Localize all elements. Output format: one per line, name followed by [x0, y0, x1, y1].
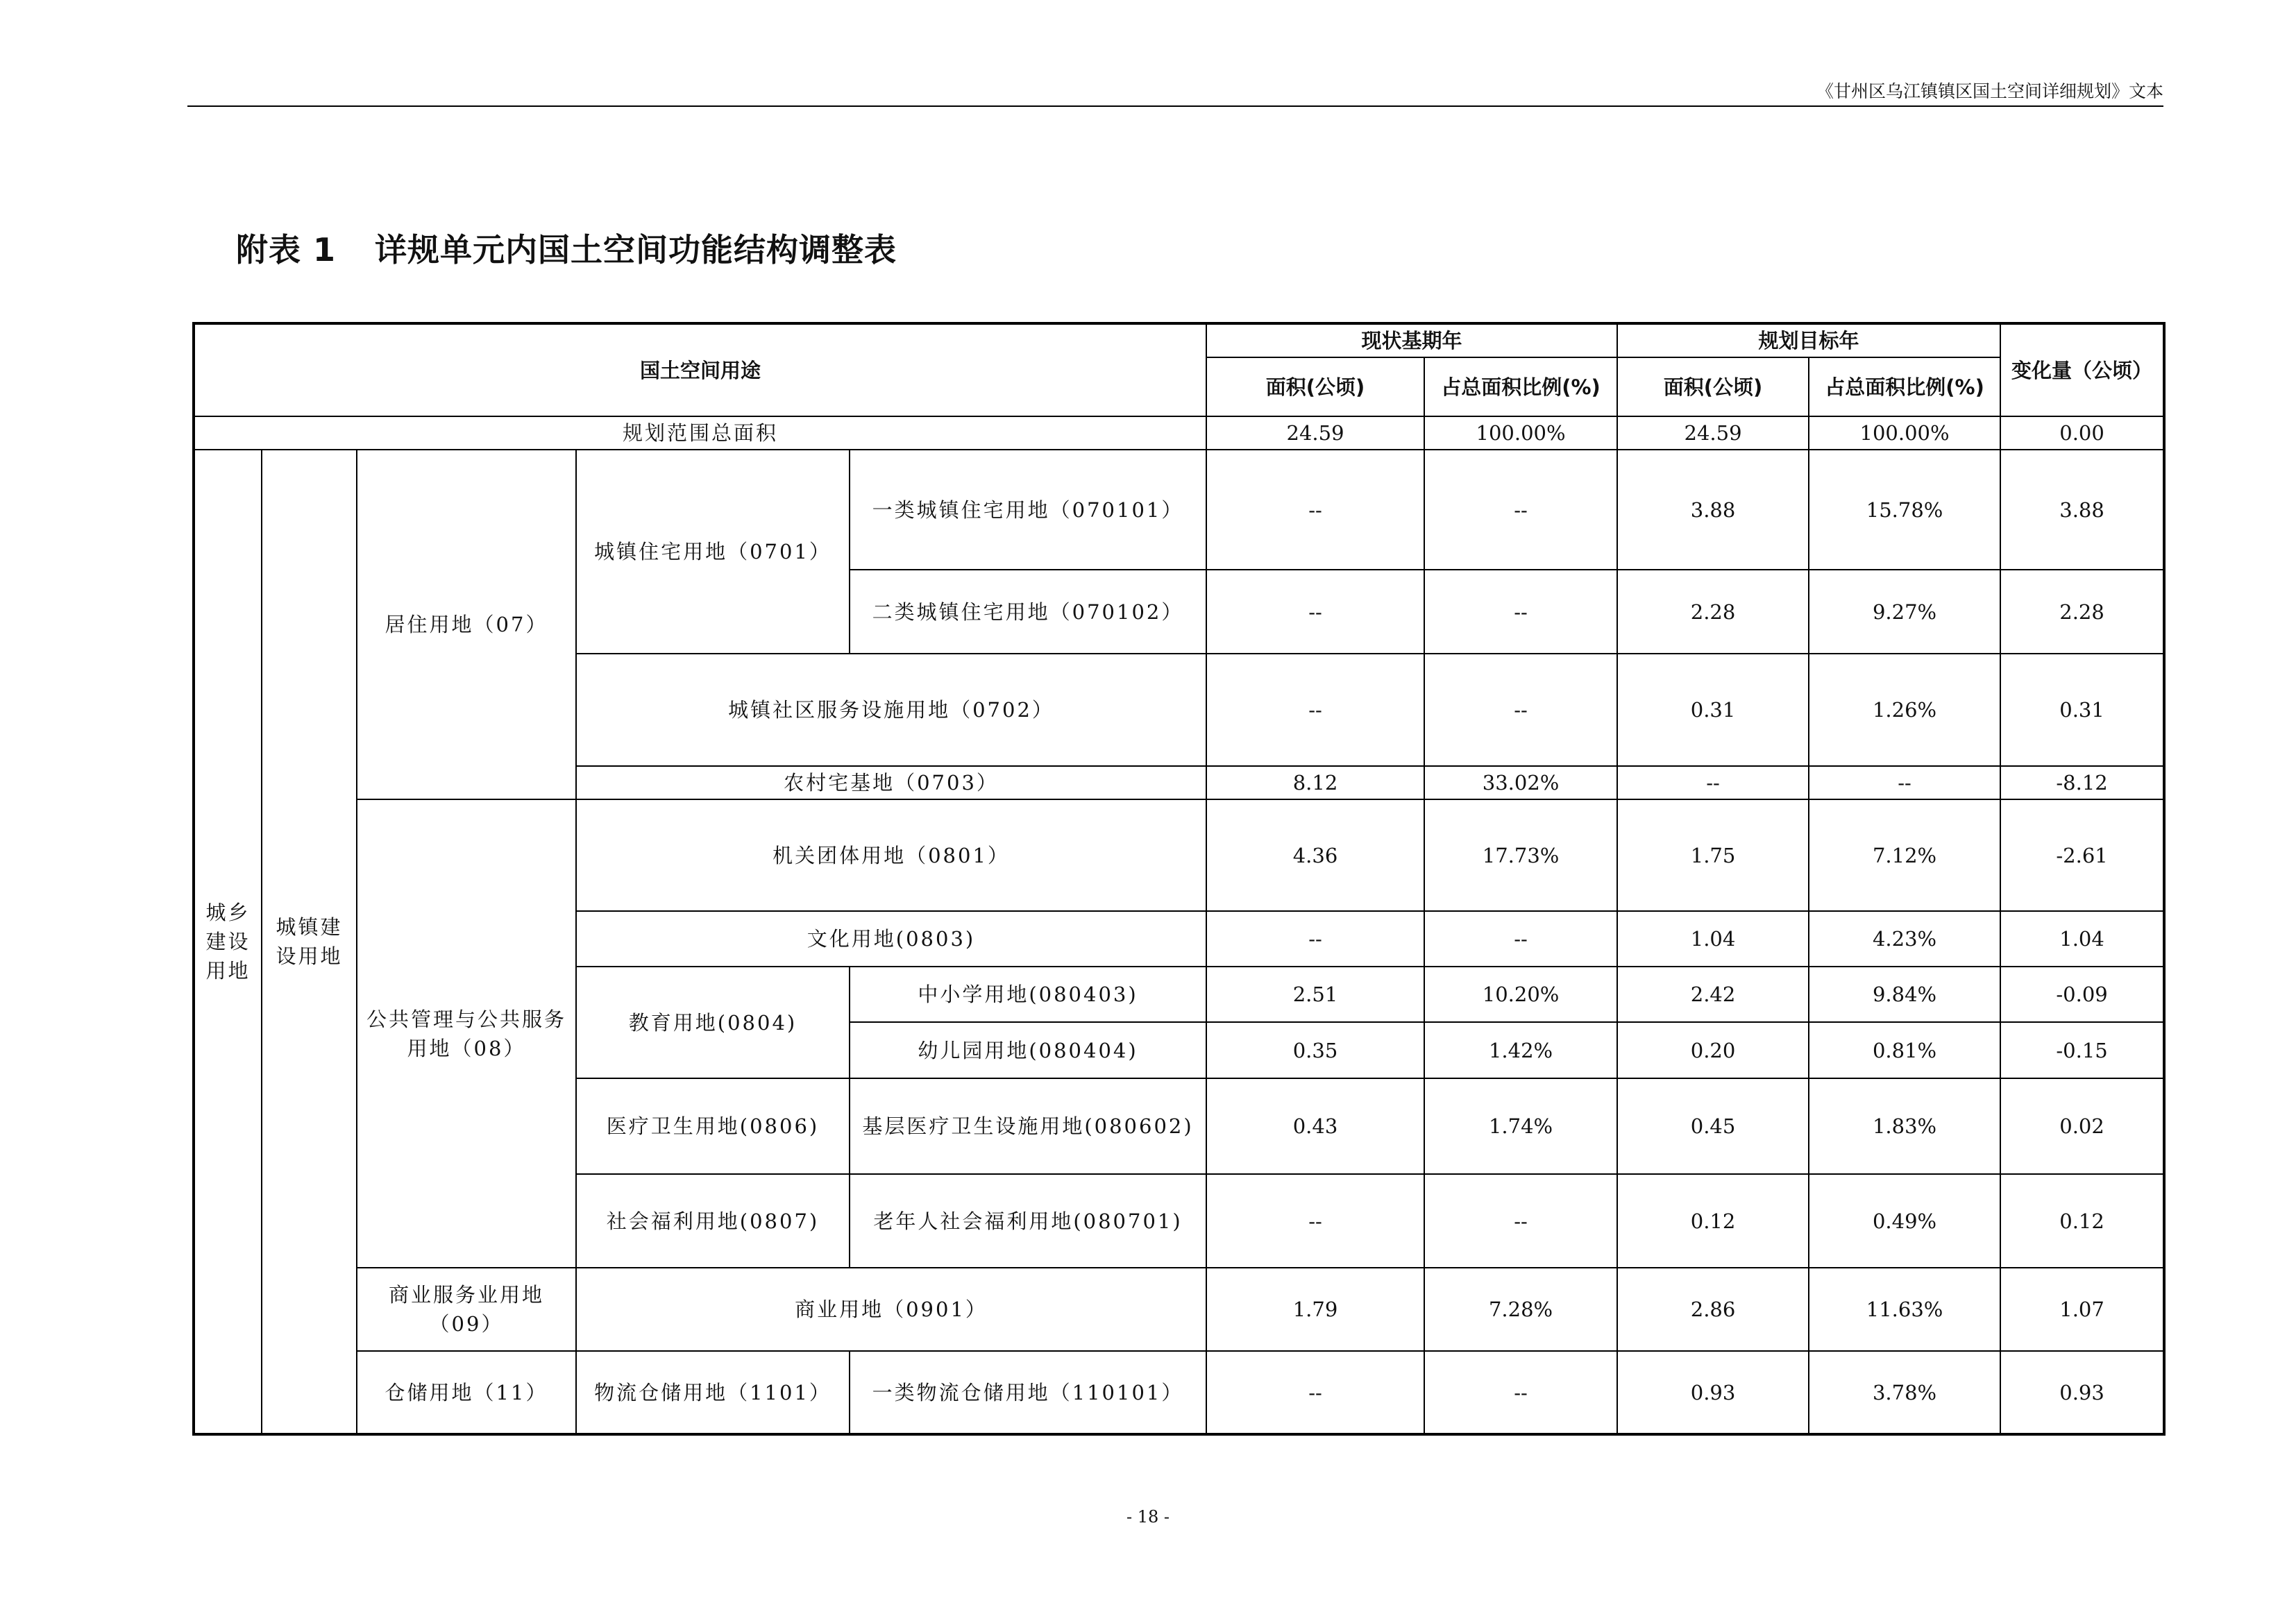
- row-change: 0.93: [2000, 1351, 2164, 1434]
- row-target-area: 0.93: [1617, 1351, 1809, 1434]
- row-change: 0.31: [2000, 654, 2164, 766]
- row-level4: 城镇住宅用地（0701）: [576, 450, 850, 654]
- header-current-ratio: 占总面积比例(%): [1424, 357, 1617, 416]
- table-title-label: 附表 1: [236, 231, 337, 269]
- row-target-ratio: 15.78%: [1809, 450, 2000, 570]
- row-level5: 中小学用地(080403): [850, 967, 1206, 1022]
- group-residential: 居住用地（07）: [357, 450, 576, 799]
- row-current-area: 2.51: [1206, 967, 1424, 1022]
- table-title: [236, 225, 897, 271]
- row-target-area: 0.31: [1617, 654, 1809, 766]
- table-row: [194, 799, 2164, 911]
- row-current-area: --: [1206, 911, 1424, 967]
- row-current-ratio: 7.28%: [1424, 1268, 1617, 1351]
- row-change: 0.02: [2000, 1078, 2164, 1174]
- row-change: 1.04: [2000, 911, 2164, 967]
- row-target-ratio: 1.26%: [1809, 654, 2000, 766]
- group-public: 公共管理与公共服务用地（08）: [357, 799, 576, 1268]
- row-current-area: --: [1206, 450, 1424, 570]
- row-current-area: --: [1206, 654, 1424, 766]
- header-target-year: 规划目标年: [1617, 323, 2000, 357]
- header-land-use: 国土空间用途: [194, 323, 1206, 416]
- group-storage: 仓储用地（11）: [357, 1351, 576, 1434]
- row-change: -2.61: [2000, 799, 2164, 911]
- row-level4: 城镇社区服务设施用地（0702）: [576, 654, 1206, 766]
- row-target-ratio: --: [1809, 766, 2000, 799]
- document-header-title: 《甘州区乌江镇镇区国土空间详细规划》文本: [1816, 81, 2163, 101]
- row-level4: 物流仓储用地（1101）: [576, 1351, 850, 1434]
- row-target-area: 1.75: [1617, 799, 1809, 911]
- row-target-ratio: 3.78%: [1809, 1351, 2000, 1434]
- header-current-area: 面积(公顷): [1206, 357, 1424, 416]
- row-level4: 农村宅基地（0703）: [576, 766, 1206, 799]
- group-commercial: 商业服务业用地（09）: [357, 1268, 576, 1351]
- table-row-total: [194, 416, 2164, 450]
- row-current-area: --: [1206, 1174, 1424, 1268]
- page-number: - 18 -: [1126, 1507, 1170, 1527]
- row-target-ratio: 0.49%: [1809, 1174, 2000, 1268]
- row-target-ratio: 9.27%: [1809, 570, 2000, 654]
- total-target-area: 24.59: [1617, 416, 1809, 450]
- row-current-ratio: 1.74%: [1424, 1078, 1617, 1174]
- row-target-area: 2.28: [1617, 570, 1809, 654]
- row-change: 2.28: [2000, 570, 2164, 654]
- row-current-area: 0.43: [1206, 1078, 1424, 1174]
- row-target-ratio: 0.81%: [1809, 1022, 2000, 1078]
- row-current-ratio: --: [1424, 654, 1617, 766]
- row-change: -0.15: [2000, 1022, 2164, 1078]
- total-current-ratio: 100.00%: [1424, 416, 1617, 450]
- land-use-structure-table: [192, 322, 2166, 1436]
- row-current-ratio: --: [1424, 1174, 1617, 1268]
- row-change: -0.09: [2000, 967, 2164, 1022]
- header-target-area: 面积(公顷): [1617, 357, 1809, 416]
- row-level4: 机关团体用地（0801）: [576, 799, 1206, 911]
- header-divider: [187, 105, 2163, 107]
- row-current-ratio: 17.73%: [1424, 799, 1617, 911]
- row-level4: 商业用地（0901）: [576, 1268, 1206, 1351]
- row-current-ratio: 10.20%: [1424, 967, 1617, 1022]
- row-target-ratio: 9.84%: [1809, 967, 2000, 1022]
- row-level5: 一类物流仓储用地（110101）: [850, 1351, 1206, 1434]
- row-current-ratio: 33.02%: [1424, 766, 1617, 799]
- row-level5: 基层医疗卫生设施用地(080602): [850, 1078, 1206, 1174]
- row-target-area: --: [1617, 766, 1809, 799]
- row-current-ratio: --: [1424, 450, 1617, 570]
- row-current-ratio: --: [1424, 911, 1617, 967]
- row-target-area: 2.42: [1617, 967, 1809, 1022]
- row-change: 0.12: [2000, 1174, 2164, 1268]
- row-target-area: 3.88: [1617, 450, 1809, 570]
- row-change: 1.07: [2000, 1268, 2164, 1351]
- row-change: -8.12: [2000, 766, 2164, 799]
- header-row-1: [194, 323, 2164, 357]
- row-current-ratio: --: [1424, 570, 1617, 654]
- row-level5: 幼儿园用地(080404): [850, 1022, 1206, 1078]
- row-current-ratio: 1.42%: [1424, 1022, 1617, 1078]
- row-target-ratio: 11.63%: [1809, 1268, 2000, 1351]
- row-target-ratio: 1.83%: [1809, 1078, 2000, 1174]
- table-row: [194, 1351, 2164, 1434]
- row-current-area: 4.36: [1206, 799, 1424, 911]
- row-target-area: 0.12: [1617, 1174, 1809, 1268]
- total-label: 规划范围总面积: [194, 416, 1206, 450]
- row-change: 3.88: [2000, 450, 2164, 570]
- row-target-ratio: 7.12%: [1809, 799, 2000, 911]
- total-change: 0.00: [2000, 416, 2164, 450]
- row-level4: 社会福利用地(0807): [576, 1174, 850, 1268]
- category-level2: 城镇建设用地: [262, 450, 357, 1434]
- row-current-ratio: --: [1424, 1351, 1617, 1434]
- header-change: 变化量（公顷）: [2000, 323, 2164, 416]
- row-target-area: 0.45: [1617, 1078, 1809, 1174]
- row-current-area: 1.79: [1206, 1268, 1424, 1351]
- row-current-area: --: [1206, 1351, 1424, 1434]
- row-level4: 医疗卫生用地(0806): [576, 1078, 850, 1174]
- header-target-ratio: 占总面积比例(%): [1809, 357, 2000, 416]
- row-current-area: 0.35: [1206, 1022, 1424, 1078]
- table-row: [194, 1268, 2164, 1351]
- row-target-area: 1.04: [1617, 911, 1809, 967]
- table-title-text: 详规单元内国土空间功能结构调整表: [375, 231, 897, 269]
- row-current-area: 8.12: [1206, 766, 1424, 799]
- row-level5: 二类城镇住宅用地（070102）: [850, 570, 1206, 654]
- row-target-ratio: 4.23%: [1809, 911, 2000, 967]
- category-level1: 城乡建设用地: [194, 450, 262, 1434]
- row-target-area: 0.20: [1617, 1022, 1809, 1078]
- table-row: [194, 450, 2164, 570]
- row-target-area: 2.86: [1617, 1268, 1809, 1351]
- row-level5: 老年人社会福利用地(080701): [850, 1174, 1206, 1268]
- row-level4: 教育用地(0804): [576, 967, 850, 1078]
- header-current-year: 现状基期年: [1206, 323, 1617, 357]
- row-level5: 一类城镇住宅用地（070101）: [850, 450, 1206, 570]
- row-current-area: --: [1206, 570, 1424, 654]
- total-target-ratio: 100.00%: [1809, 416, 2000, 450]
- row-level4: 文化用地(0803): [576, 911, 1206, 967]
- total-current-area: 24.59: [1206, 416, 1424, 450]
